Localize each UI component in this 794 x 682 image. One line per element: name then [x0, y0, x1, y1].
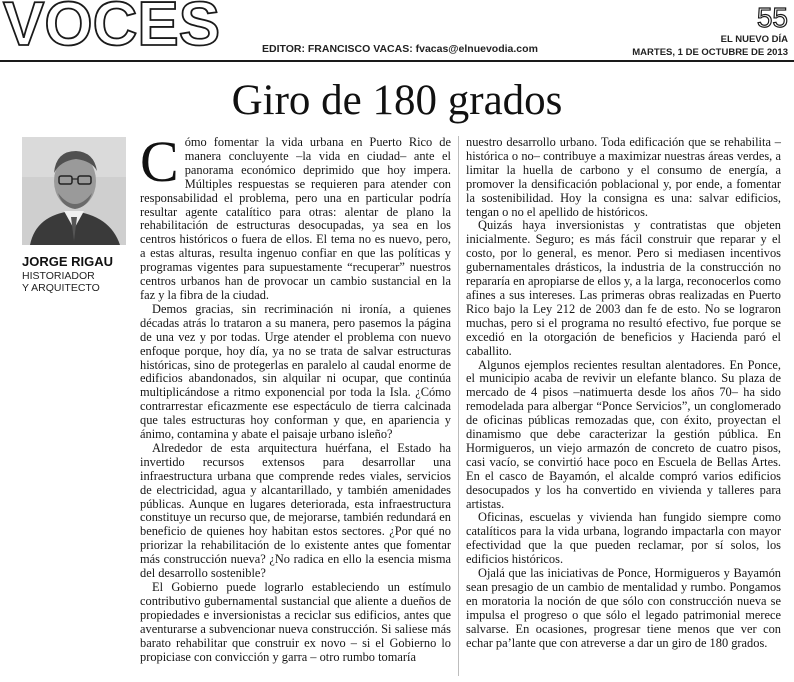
article-paragraph: Demos gracias, sin recriminación ni ironía, a quienes décadas atrás lo trataron a su manera, pero pasemos la página de una vez y por todas. Urge atender el problema con nuevo enfoque porque, hoy día, ya no se trata de salvar estructuras históricas, sino de protegerlas en paralelo al caudal enorme de edificios abandonados, sin alquilar ni ocupar, que continúa multiplicándose a ritmo exponencial por toda la Isla. ¿Cómo contrarrestar eficazmente ese espectáculo de tierra calcinada que tales estructuras hoy conforman y que, en apariencia y ánimo, contamina y abate el paisaje urbano isleño? — [140, 301, 451, 442]
article-paragraph — [140, 129, 451, 303]
article-paragraph: nuestro desarrollo urbano. Toda edificación que se rehabilita –histórica o no– contribuye a maximizar nuestras áreas verdes, a limitar la huella de carbono y el consumo de energía, a promover la densificación poblacional y, por ende, a fomentar la sostenibilidad. Hoy la consigna es una: salvar edificios, tengan o no el apellido de históricos. — [466, 135, 781, 219]
author-portrait-image — [22, 137, 126, 245]
article-paragraph: Algunos ejemplos recientes resultan alentadores. En Ponce, el municipio acaba de revivir un elefante blanco. Su plaza de mercado de 4 pisos –natimuerta desde los años 70– ha sido remodelada para albergar “Ponce Servicios”, un conglomerado de oficinas públicas remozadas que, con éxito, proyectan el dinamismo que debe caracterizar la gestión pública. En Hormigueros, un viejo armazón de concreto de cuatro pisos, casi vacío, se convirtió hace poco en Escuela de Bellas Artes. En el casco de Bayamón, el alcalde compró varios edificios desocupados y los ha convertido en vivienda y talleres para artistas. — [466, 357, 781, 511]
section-title: VOCES — [3, 0, 221, 59]
author-role — [22, 270, 100, 294]
column-divider — [458, 136, 459, 676]
paragraph-text: ómo fomentar la vida urbana en Puerto Rico de manera concluyente –la vida en ciudad– ante el panorama económico deprimido que hoy impera. Múltiples respuestas se requieren para atender con responsabilidad el problema, pero una en particular podría resultar agente catalítico para otras: alentar de plano la rehabilitación de estructuras desocupadas, ya sea en los centros históricos o fuera de ellos. El tema no es nuevo, pero, a estas alturas, resulta ingenuo confiar en que las políticas y programas vigentes para supuestamente “recuperar” nuestros centros urbanos han de provocar un cambio sustancial en la faz y la fibra de la ciudad. — [140, 135, 451, 302]
article-paragraph: Quizás haya inversionistas y contratistas que objeten inicialmente. Seguro; es más fácil construir que reparar y el costo, por lo general, es menor. Pero si mediasen incentivos gubernamentales drásticos, la industria de la construcción no repararía en apropiarse de ellos y, a la larga, reconocerlos como afines a sus intereses. Las primeras obras realizadas en Puerto Rico bajo la Ley 212 de 2003 dan fe de esto. No se lograron muchas, pero si el programa no resultó efectivo, fue porque se excedió en la otorgación de beneficios y Hacienda paró el caballito. — [466, 218, 781, 358]
header-rule — [0, 60, 794, 62]
article-paragraph: El Gobierno puede lograrlo estableciendo un estímulo contributivo gubernamental sustancial que aliente a dueños de propiedades e inversionistas a reciclar sus edificios, antes que aventurarse a subvencionar nueva construcción. Si saliese más barato rehabilitar que construir ex novo – si el Gobierno lo propiciase con convicción y garra – otro rumbo tomaría — [140, 580, 451, 664]
article-column-2 — [466, 136, 781, 651]
article-paragraph: Oficinas, escuelas y vivienda han fungido siempre como catalíticos para la vida urbana, logrando impactarla con mayor efectividad que la que pueden reclamar, por sí solos, los edificios históricos. — [466, 510, 781, 567]
drop-cap: C — [140, 129, 179, 194]
article-paragraph: Alrededor de esta arquitectura huérfana, el Estado ha invertido recursos extensos para desarrollar una infraestructura urbana que comprende redes viales, servicios de electricidad, agua y alcantarillado, y también amenidades públicas. Aunque en lugares deteriorada, esta infraestructura constituye un recurso que, de mejorarse, también redundará en beneficio de quienes hoy habitan estos sectores. ¿Por qué no priorizar la rehabilitación de lo existente antes que fomentar más construcción nueva? ¿No radica en ello la esencia misma del desarrollo sostenible? — [140, 440, 451, 581]
author-role-line: HISTORIADOR — [22, 270, 95, 282]
edition-date: MARTES, 1 DE OCTUBRE DE 2013 — [632, 47, 788, 58]
masthead — [0, 0, 794, 60]
author-role-line: Y ARQUITECTO — [22, 282, 100, 294]
newspaper-name: EL NUEVO DÍA — [720, 34, 788, 45]
article-paragraph: Ojalá que las iniciativas de Ponce, Hormigueros y Bayamón sean presagio de un cambio de mentalidad y rumbo. Pongamos en moratoria la noción de que sólo con construcción nueva se impulsa el progreso o que sólo el legado patrimonial merece salvarse. En ocasiones, progresar tiene menos que ver con echar pa’lante que con atreverse a dar un giro de 180 grados. — [466, 566, 781, 650]
page-number: 55 — [756, 2, 788, 33]
author-name: JORGE RIGAU — [22, 254, 114, 269]
author-photo — [22, 137, 126, 245]
article-column-1 — [140, 129, 451, 664]
editor-credit: EDITOR: FRANCISCO VACAS: fvacas@elnuevodia.com — [262, 43, 538, 55]
article-headline: Giro de 180 grados — [231, 77, 563, 124]
